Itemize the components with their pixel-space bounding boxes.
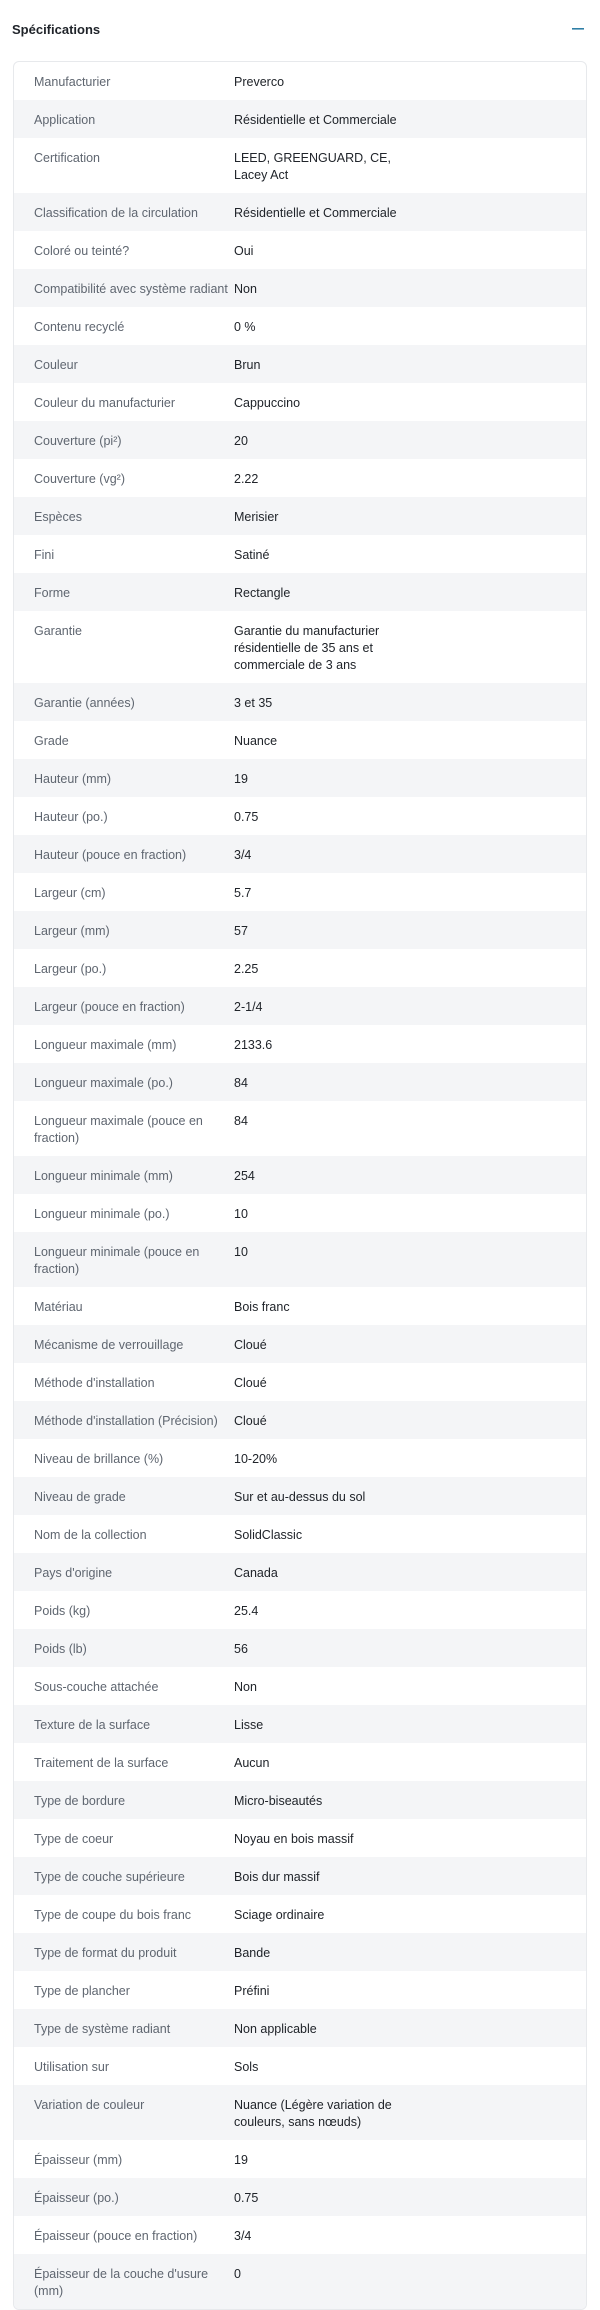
spec-row bbox=[14, 459, 586, 497]
spec-row bbox=[14, 497, 586, 535]
spec-value: Satiné bbox=[234, 548, 270, 562]
spec-value: Sur et au-dessus du sol bbox=[234, 1490, 366, 1504]
spec-row bbox=[14, 231, 586, 269]
spec-row bbox=[14, 949, 586, 987]
spec-label: Méthode d'installation (Précision) bbox=[34, 1414, 218, 1428]
spec-value: 10 bbox=[234, 1207, 248, 1221]
spec-row bbox=[14, 1477, 586, 1515]
spec-value: 10 bbox=[234, 1245, 248, 1259]
spec-row bbox=[14, 307, 586, 345]
spec-row bbox=[14, 1819, 586, 1857]
spec-value: 20 bbox=[234, 434, 248, 448]
spec-label: Type de plancher bbox=[34, 1984, 130, 1998]
spec-value: 2133.6 bbox=[234, 1038, 273, 1052]
spec-label: Type de coeur bbox=[34, 1832, 114, 1846]
spec-value: Cloué bbox=[234, 1414, 267, 1428]
specifications-accordion-header[interactable] bbox=[0, 0, 600, 58]
spec-label: Largeur (pouce en fraction) bbox=[34, 1000, 185, 1014]
spec-label: Type de format du produit bbox=[34, 1946, 177, 1960]
spec-value: 19 bbox=[234, 772, 248, 786]
spec-label: Épaisseur de la couche d'usure (mm) bbox=[34, 2267, 209, 2298]
spec-label: Manufacturier bbox=[34, 75, 111, 89]
spec-row bbox=[14, 1401, 586, 1439]
spec-row bbox=[14, 987, 586, 1025]
spec-value: 84 bbox=[234, 1076, 248, 1090]
spec-label: Contenu recyclé bbox=[34, 320, 125, 334]
spec-label: Utilisation sur bbox=[34, 2060, 110, 2074]
spec-row bbox=[14, 1063, 586, 1101]
spec-label: Longueur minimale (pouce en fraction) bbox=[34, 1245, 200, 1276]
spec-value: 0 % bbox=[234, 320, 256, 334]
spec-label: Coloré ou teinté? bbox=[34, 244, 130, 258]
spec-value: Préfini bbox=[234, 1984, 270, 1998]
spec-row bbox=[14, 1363, 586, 1401]
spec-row bbox=[14, 383, 586, 421]
spec-value: Rectangle bbox=[234, 586, 291, 600]
spec-value: Sols bbox=[234, 2060, 259, 2074]
spec-row bbox=[14, 1857, 586, 1895]
spec-value: Non bbox=[234, 1680, 257, 1694]
spec-value: 56 bbox=[234, 1642, 248, 1656]
spec-label: Type de bordure bbox=[34, 1794, 126, 1808]
spec-value: Aucun bbox=[234, 1756, 270, 1770]
spec-value: Non bbox=[234, 282, 257, 296]
spec-row bbox=[14, 1194, 586, 1232]
spec-row bbox=[14, 1101, 586, 1156]
spec-label: Épaisseur (po.) bbox=[34, 2191, 119, 2205]
spec-label: Largeur (cm) bbox=[34, 886, 106, 900]
spec-row bbox=[14, 193, 586, 231]
minus-icon[interactable] bbox=[570, 21, 586, 37]
spec-label: Sous-couche attachée bbox=[34, 1680, 159, 1694]
spec-label: Espèces bbox=[34, 510, 82, 524]
spec-label: Hauteur (mm) bbox=[34, 772, 112, 786]
spec-label: Grade bbox=[34, 734, 69, 748]
spec-value: 3/4 bbox=[234, 2229, 252, 2243]
spec-row bbox=[14, 1781, 586, 1819]
spec-label: Garantie bbox=[34, 624, 82, 638]
spec-row bbox=[14, 2085, 586, 2140]
spec-row bbox=[14, 797, 586, 835]
spec-row bbox=[14, 138, 586, 193]
specifications-table bbox=[13, 61, 587, 2310]
spec-value: 57 bbox=[234, 924, 248, 938]
spec-label: Hauteur (pouce en fraction) bbox=[34, 848, 187, 862]
spec-label: Poids (lb) bbox=[34, 1642, 87, 1656]
spec-value: 3/4 bbox=[234, 848, 252, 862]
spec-row bbox=[14, 1156, 586, 1194]
spec-row bbox=[14, 1232, 586, 1287]
spec-label: Couverture (pi²) bbox=[34, 434, 122, 448]
spec-row bbox=[14, 421, 586, 459]
spec-row bbox=[14, 721, 586, 759]
spec-row bbox=[14, 1705, 586, 1743]
spec-label: Garantie (années) bbox=[34, 696, 135, 710]
spec-label: Mécanisme de verrouillage bbox=[34, 1338, 184, 1352]
spec-label: Longueur maximale (pouce en fraction) bbox=[34, 1114, 203, 1145]
spec-label: Longueur maximale (mm) bbox=[34, 1038, 177, 1052]
spec-label: Largeur (po.) bbox=[34, 962, 107, 976]
spec-label: Hauteur (po.) bbox=[34, 810, 108, 824]
spec-value: Cloué bbox=[234, 1338, 267, 1352]
spec-label: Couleur du manufacturier bbox=[34, 396, 176, 410]
spec-label: Longueur minimale (mm) bbox=[34, 1169, 173, 1183]
spec-label: Largeur (mm) bbox=[34, 924, 110, 938]
spec-value: Garantie du manufacturier résidentielle de 35 ans et commerciale de 3 ans bbox=[234, 624, 380, 672]
spec-value: 2-1/4 bbox=[234, 1000, 263, 1014]
spec-label: Variation de couleur bbox=[34, 2098, 145, 2112]
spec-label: Application bbox=[34, 113, 96, 127]
spec-value: Preverco bbox=[234, 75, 285, 89]
spec-value: Bois dur massif bbox=[234, 1870, 320, 1884]
spec-value: Oui bbox=[234, 244, 254, 258]
spec-row bbox=[14, 1667, 586, 1705]
spec-row bbox=[14, 1515, 586, 1553]
spec-row bbox=[14, 100, 586, 138]
spec-value: Bande bbox=[234, 1946, 271, 1960]
spec-label: Traitement de la surface bbox=[34, 1756, 169, 1770]
spec-row bbox=[14, 1553, 586, 1591]
spec-row bbox=[14, 1287, 586, 1325]
spec-value: Micro-biseautés bbox=[234, 1794, 323, 1808]
spec-label: Nom de la collection bbox=[34, 1528, 147, 1542]
spec-value: Canada bbox=[234, 1566, 278, 1580]
spec-row bbox=[14, 1933, 586, 1971]
spec-value: 0 bbox=[234, 2267, 241, 2281]
spec-row bbox=[14, 873, 586, 911]
spec-row bbox=[14, 683, 586, 721]
spec-row bbox=[14, 2047, 586, 2085]
spec-value: SolidClassic bbox=[234, 1528, 303, 1542]
spec-row bbox=[14, 2140, 586, 2178]
spec-value: 0.75 bbox=[234, 810, 259, 824]
spec-value: 2.22 bbox=[234, 472, 259, 486]
spec-value: Nuance bbox=[234, 734, 278, 748]
spec-value: Merisier bbox=[234, 510, 279, 524]
spec-label: Type de couche supérieure bbox=[34, 1870, 185, 1884]
spec-row bbox=[14, 1895, 586, 1933]
spec-label: Couleur bbox=[34, 358, 78, 372]
spec-row bbox=[14, 759, 586, 797]
spec-row bbox=[14, 835, 586, 873]
spec-row bbox=[14, 62, 586, 100]
spec-value: Non applicable bbox=[234, 2022, 317, 2036]
spec-value: 25.4 bbox=[234, 1604, 259, 1618]
spec-row bbox=[14, 1325, 586, 1363]
spec-row bbox=[14, 611, 586, 683]
spec-label: Poids (kg) bbox=[34, 1604, 91, 1618]
spec-label: Texture de la surface bbox=[34, 1718, 151, 1732]
spec-value: 254 bbox=[234, 1169, 255, 1183]
spec-value: Cappuccino bbox=[234, 396, 301, 410]
spec-row bbox=[14, 573, 586, 611]
spec-row bbox=[14, 345, 586, 383]
spec-row bbox=[14, 1971, 586, 2009]
spec-label: Fini bbox=[34, 548, 55, 562]
spec-row bbox=[14, 535, 586, 573]
spec-label: Compatibilité avec système radiant bbox=[34, 282, 228, 296]
spec-row bbox=[14, 911, 586, 949]
spec-row bbox=[14, 1743, 586, 1781]
spec-label: Certification bbox=[34, 151, 100, 165]
spec-row bbox=[14, 2178, 586, 2216]
spec-label: Épaisseur (pouce en fraction) bbox=[34, 2229, 198, 2243]
spec-value: 84 bbox=[234, 1114, 248, 1128]
spec-value: Cloué bbox=[234, 1376, 267, 1390]
section-title: Spécifications bbox=[12, 21, 101, 37]
spec-value: Résidentielle et Commerciale bbox=[234, 206, 397, 220]
spec-row bbox=[14, 1025, 586, 1063]
spec-label: Pays d'origine bbox=[34, 1566, 113, 1580]
spec-value: LEED, GREENGUARD, CE, Lacey Act bbox=[234, 151, 391, 182]
spec-row bbox=[14, 269, 586, 307]
spec-row bbox=[14, 2254, 586, 2309]
spec-value: Sciage ordinaire bbox=[234, 1908, 325, 1922]
spec-label: Type de système radiant bbox=[34, 2022, 171, 2036]
spec-row bbox=[14, 1439, 586, 1477]
spec-value: Résidentielle et Commerciale bbox=[234, 113, 397, 127]
spec-label: Couverture (vg²) bbox=[34, 472, 125, 486]
spec-value: Noyau en bois massif bbox=[234, 1832, 354, 1846]
spec-value: 5.7 bbox=[234, 886, 252, 900]
spec-label: Forme bbox=[34, 586, 71, 600]
spec-value: 19 bbox=[234, 2153, 248, 2167]
spec-value: Brun bbox=[234, 358, 261, 372]
spec-row bbox=[14, 2009, 586, 2047]
spec-label: Longueur maximale (po.) bbox=[34, 1076, 173, 1090]
spec-label: Niveau de grade bbox=[34, 1490, 126, 1504]
spec-value: Bois franc bbox=[234, 1300, 290, 1314]
spec-value: 10-20% bbox=[234, 1452, 278, 1466]
spec-value: 3 et 35 bbox=[234, 696, 273, 710]
spec-label: Épaisseur (mm) bbox=[34, 2153, 123, 2167]
spec-label: Niveau de brillance (%) bbox=[34, 1452, 164, 1466]
spec-label: Matériau bbox=[34, 1300, 83, 1314]
spec-label: Type de coupe du bois franc bbox=[34, 1908, 192, 1922]
spec-label: Longueur minimale (po.) bbox=[34, 1207, 170, 1221]
spec-value: 0.75 bbox=[234, 2191, 259, 2205]
spec-value: 2.25 bbox=[234, 962, 259, 976]
spec-label: Classification de la circulation bbox=[34, 206, 198, 220]
spec-row bbox=[14, 1591, 586, 1629]
spec-row bbox=[14, 1629, 586, 1667]
spec-value: Nuance (Légère variation de couleurs, sans nœuds) bbox=[234, 2098, 392, 2129]
spec-row bbox=[14, 2216, 586, 2254]
spec-value: Lisse bbox=[234, 1718, 264, 1732]
spec-label: Méthode d'installation bbox=[34, 1376, 155, 1390]
